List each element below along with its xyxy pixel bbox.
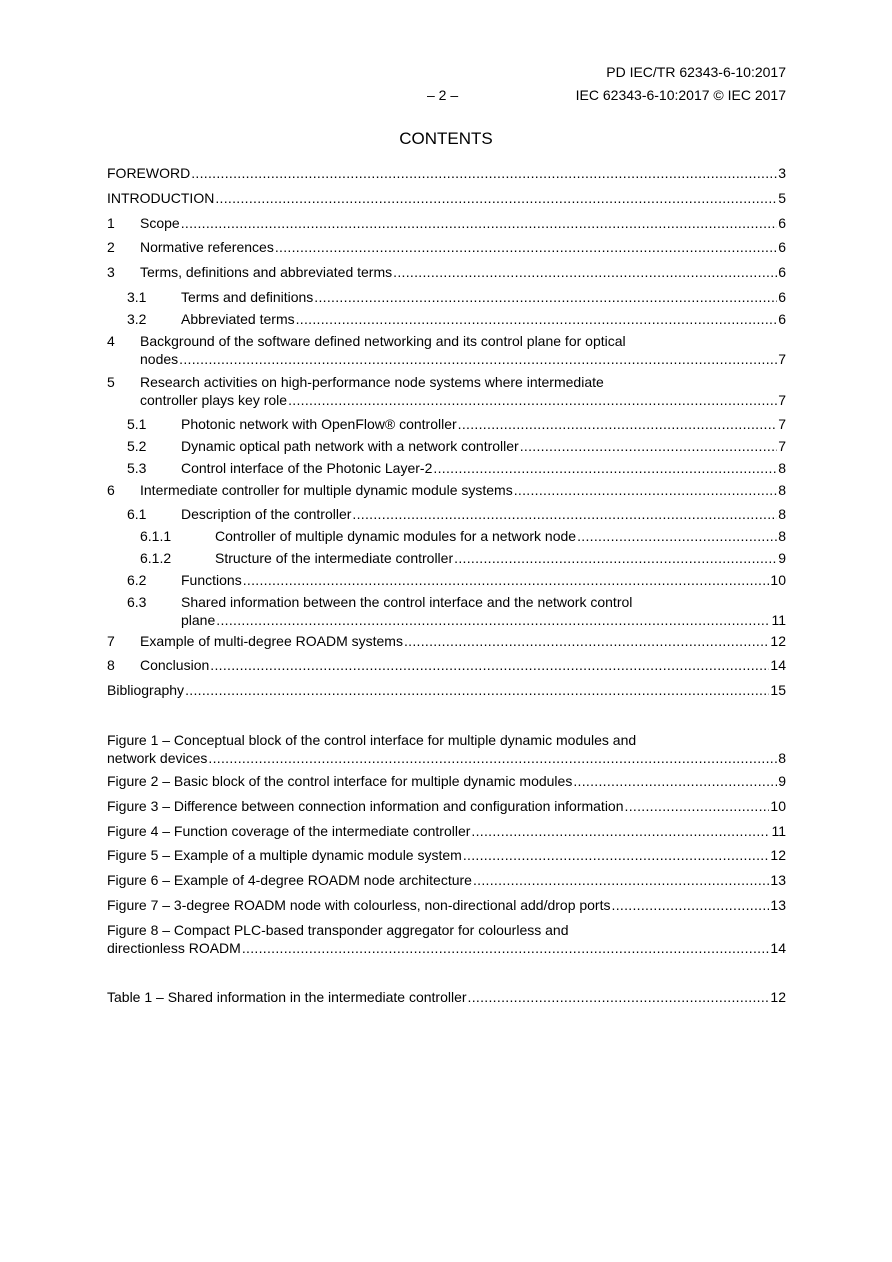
- dot-leader: [473, 871, 769, 889]
- dot-leader: [181, 214, 778, 232]
- figure-list-title: Figure 5 – Example of a multiple dynamic module system: [107, 847, 462, 863]
- toc-number: 6: [107, 482, 115, 498]
- toc-page-number: 6: [778, 264, 786, 280]
- toc-text-line1: Background of the software defined networking and its control plane for optical: [140, 333, 626, 349]
- figure-list-page-number: 11: [771, 823, 786, 839]
- toc-title: Example of multi-degree ROADM systems: [140, 633, 403, 649]
- dot-leader: [242, 939, 770, 957]
- figure-list-text-line1: Figure 8 – Compact PLC-based transponder aggregator for colourless and: [107, 922, 569, 938]
- toc-page-number: 8: [778, 506, 786, 522]
- figure-list-entry[interactable]: [107, 772, 786, 790]
- toc-page-number: 5: [778, 190, 786, 206]
- figure-list-title: network devices: [107, 750, 208, 766]
- toc-entry[interactable]: [127, 310, 786, 328]
- toc-text-line1: Shared information between the control interface and the network control: [181, 594, 633, 610]
- toc-number: 5.3: [127, 460, 147, 476]
- toc-entry[interactable]: [107, 238, 786, 256]
- dot-leader: [393, 263, 777, 281]
- toc-title: Description of the controller: [181, 506, 352, 522]
- figure-list-entry[interactable]: [107, 871, 786, 889]
- toc-entry[interactable]: [127, 459, 786, 477]
- dot-leader: [352, 505, 777, 523]
- toc-page-number: 14: [770, 657, 786, 673]
- figure-list-page-number: 10: [770, 798, 786, 814]
- toc-page-number: 7: [778, 438, 786, 454]
- toc-number: 1: [107, 215, 115, 231]
- figure-list-page-number: 13: [770, 872, 786, 888]
- dot-leader: [314, 288, 777, 306]
- figure-list-title: Figure 4 – Function coverage of the intermediate controller: [107, 823, 471, 839]
- toc-title: plane: [181, 612, 216, 628]
- toc-number: 7: [107, 633, 115, 649]
- toc-title: Functions: [181, 572, 242, 588]
- dot-leader: [468, 988, 770, 1006]
- toc-number: 6.1: [127, 506, 147, 522]
- toc-page-number: 7: [778, 392, 786, 408]
- dot-leader: [612, 896, 770, 914]
- toc-entry[interactable]: [107, 263, 786, 281]
- dot-leader: [275, 238, 777, 256]
- toc-title: Photonic network with OpenFlow® controller: [181, 416, 457, 432]
- toc-page-number: 8: [778, 528, 786, 544]
- toc-entry[interactable]: [107, 189, 786, 207]
- toc-number: 5.2: [127, 438, 147, 454]
- figure-list-page-number: 13: [770, 897, 786, 913]
- toc-title: Normative references: [140, 239, 274, 255]
- figure-list-title: Figure 6 – Example of 4-degree ROADM node architecture: [107, 872, 472, 888]
- toc-text-line1: Research activities on high-performance node systems where intermediate: [140, 374, 604, 390]
- dot-leader: [520, 437, 778, 455]
- toc-page-number: 12: [770, 633, 786, 649]
- page-number: – 2 –: [427, 87, 459, 103]
- toc-page-number: 6: [778, 289, 786, 305]
- toc-entry[interactable]: [140, 527, 786, 545]
- toc-page-number: 10: [770, 572, 786, 588]
- toc-title: FOREWORD: [107, 165, 191, 181]
- toc-title: Controller of multiple dynamic modules for a network node: [215, 528, 577, 544]
- toc-entry[interactable]: [107, 481, 786, 499]
- toc-page-number: 8: [778, 482, 786, 498]
- toc-title: Abbreviated terms: [181, 311, 295, 327]
- dot-leader: [404, 632, 769, 650]
- toc-number: 6.1.1: [140, 528, 172, 544]
- dot-leader: [215, 189, 777, 207]
- dot-leader: [185, 681, 769, 699]
- dot-leader: [296, 310, 778, 328]
- toc-number: 3.2: [127, 311, 147, 327]
- toc-title: Structure of the intermediate controller: [215, 550, 454, 566]
- toc-page-number: 7: [778, 416, 786, 432]
- figure-list-title: Figure 3 – Difference between connection information and configuration information: [107, 798, 624, 814]
- figure-list-page-number: 8: [778, 750, 786, 766]
- toc-entry[interactable]: [127, 415, 786, 433]
- document-id: PD IEC/TR 62343-6-10:2017: [606, 64, 786, 80]
- dot-leader: [454, 549, 777, 567]
- figure-list-text-line1: Figure 1 – Conceptual block of the control interface for multiple dynamic modules and: [107, 732, 637, 748]
- toc-title: INTRODUCTION: [107, 190, 215, 206]
- copyright-line: IEC 62343-6-10:2017 © IEC 2017: [575, 87, 786, 103]
- toc-title: Dynamic optical path network with a network controller: [181, 438, 519, 454]
- dot-leader: [577, 527, 777, 545]
- toc-entry[interactable]: [140, 391, 786, 409]
- dot-leader: [191, 164, 777, 182]
- toc-title: Terms and definitions: [181, 289, 314, 305]
- figure-list-entry[interactable]: [107, 749, 786, 767]
- toc-title: Control interface of the Photonic Layer-2: [181, 460, 433, 476]
- dot-leader: [471, 822, 770, 840]
- figure-list-entry[interactable]: [107, 846, 786, 864]
- toc-entry[interactable]: [107, 632, 786, 650]
- dot-leader: [216, 611, 770, 629]
- toc-page-number: 6: [778, 215, 786, 231]
- dot-leader: [210, 656, 769, 674]
- figure-list-entry[interactable]: [107, 939, 786, 957]
- dot-leader: [433, 459, 777, 477]
- toc-title: Bibliography: [107, 682, 185, 698]
- figure-list-title: Figure 2 – Basic block of the control interface for multiple dynamic modules: [107, 773, 573, 789]
- toc-number: 6.3: [127, 594, 147, 610]
- toc-page-number: 15: [770, 682, 786, 698]
- toc-entry[interactable]: [181, 611, 786, 629]
- toc-number: 3.1: [127, 289, 147, 305]
- toc-title: Scope: [140, 215, 180, 231]
- toc-page-number: 6: [778, 311, 786, 327]
- table-list-entry[interactable]: [107, 988, 786, 1006]
- toc-number: 6.2: [127, 572, 147, 588]
- toc-number: 8: [107, 657, 115, 673]
- figure-list-page-number: 12: [770, 847, 786, 863]
- toc-page-number: 9: [778, 550, 786, 566]
- dot-leader: [463, 846, 770, 864]
- toc-entry[interactable]: [140, 549, 786, 567]
- dot-leader: [208, 749, 777, 767]
- dot-leader: [288, 391, 777, 409]
- toc-number: 5: [107, 374, 115, 390]
- toc-page-number: 3: [778, 165, 786, 181]
- figure-list-title: directionless ROADM: [107, 940, 241, 956]
- toc-title: Conclusion: [140, 657, 210, 673]
- figure-list-entry[interactable]: [107, 896, 786, 914]
- toc-page-number: 6: [778, 239, 786, 255]
- toc-number: 2: [107, 239, 115, 255]
- figure-list-entry[interactable]: [107, 822, 786, 840]
- figure-list-title: Figure 7 – 3-degree ROADM node with colourless, non-directional add/drop ports: [107, 897, 611, 913]
- toc-page-number: 8: [778, 460, 786, 476]
- toc-entry[interactable]: [107, 656, 786, 674]
- dot-leader: [179, 350, 777, 368]
- toc-entry[interactable]: [127, 571, 786, 589]
- toc-entry[interactable]: [127, 437, 786, 455]
- toc-entry[interactable]: [127, 505, 786, 523]
- page-title: CONTENTS: [399, 129, 493, 148]
- toc-page-number: 7: [778, 351, 786, 367]
- dot-leader: [458, 415, 778, 433]
- toc-page-number: 11: [771, 612, 786, 628]
- toc-title: Terms, definitions and abbreviated terms: [140, 264, 393, 280]
- toc-entry[interactable]: [107, 164, 786, 182]
- toc-title: nodes: [140, 351, 179, 367]
- toc-number: 4: [107, 333, 115, 349]
- toc-number: 3: [107, 264, 115, 280]
- toc-entry[interactable]: [127, 288, 786, 306]
- toc-title: Intermediate controller for multiple dynamic module systems: [140, 482, 513, 498]
- toc-number: 6.1.2: [140, 550, 172, 566]
- dot-leader: [573, 772, 777, 790]
- dot-leader: [243, 571, 770, 589]
- table-list-page-number: 12: [770, 989, 786, 1005]
- figure-list-page-number: 9: [778, 773, 786, 789]
- dot-leader: [514, 481, 778, 499]
- figure-list-page-number: 14: [770, 940, 786, 956]
- toc-title: controller plays key role: [140, 392, 288, 408]
- toc-entry[interactable]: [140, 350, 786, 368]
- figure-list-entry[interactable]: [107, 797, 786, 815]
- toc-entry[interactable]: [107, 681, 786, 699]
- toc-number: 5.1: [127, 416, 147, 432]
- toc-entry[interactable]: [107, 214, 786, 232]
- dot-leader: [625, 797, 770, 815]
- table-list-title: Table 1 – Shared information in the intermediate controller: [107, 989, 467, 1005]
